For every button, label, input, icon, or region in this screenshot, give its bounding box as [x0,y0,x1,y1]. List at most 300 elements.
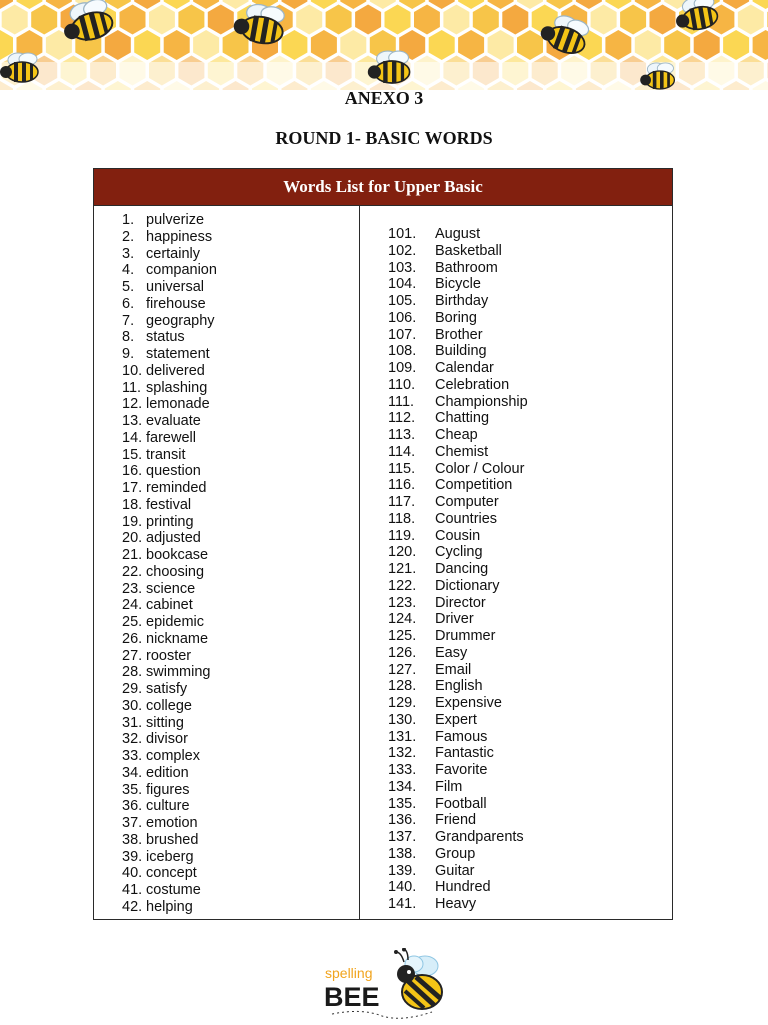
word-list-item [388,410,528,427]
honeycomb-cell [282,0,308,9]
word-list-item [388,477,528,494]
word-list-item [388,762,528,779]
word-number: 133. [388,762,417,778]
honeycomb-cell [502,5,528,35]
word-list-item [122,229,217,246]
word-number: 17. [122,480,143,496]
word-number: 106. [388,309,417,326]
word-list-item [122,514,217,531]
word-text: Dancing [435,561,489,577]
word-number: 139. [388,862,417,879]
word-number: 141. [388,896,417,912]
word-number: 107. [388,326,417,343]
word-text: transit [146,446,186,463]
honeycomb-cell [340,0,366,9]
word-number: 124. [388,611,417,628]
honeycomb-cell [473,5,499,35]
word-number: 41. [122,882,143,898]
word-text: Dictionary [435,577,500,594]
right-word-column [388,226,528,913]
word-number: 24. [122,597,143,614]
word-list-item [388,377,528,394]
word-text: festival [146,496,192,513]
word-list-item [122,698,217,715]
round-title: ROUND 1- BASIC WORDS [275,128,493,148]
word-number: 113. [388,427,416,443]
word-text: Easy [435,644,468,661]
word-text: swimming [146,664,211,681]
honeycomb-cell [664,30,690,60]
word-list-item [388,427,528,444]
word-number: 12. [122,396,143,413]
word-text: rooster [146,647,192,664]
word-text: Computer [435,494,499,510]
word-text: Building [435,343,487,360]
word-number: 6. [122,295,135,312]
word-number: 9. [122,346,135,362]
word-list-item [388,712,528,729]
word-list-item [388,879,528,896]
word-number: 33. [122,748,143,764]
word-number: 13. [122,413,143,429]
honeycomb-cell [105,0,131,9]
word-text: bookcase [146,547,209,563]
word-text: brushed [146,831,199,848]
word-number: 136. [388,812,417,829]
word-list-item [388,494,528,511]
word-text: Fantastic [435,745,494,762]
word-list-item [388,544,528,561]
honeycomb-cell [635,0,661,9]
word-list-item [388,578,528,595]
honeycomb-cell [296,5,322,35]
honeycomb-cell [120,5,146,35]
word-number: 115. [388,460,416,477]
word-list-item [122,832,217,849]
word-text: divisor [146,731,188,748]
word-text: Calendar [435,360,494,376]
word-text: Brother [435,326,483,343]
word-number: 18. [122,496,143,513]
word-list-item [122,564,217,581]
honeycomb-cell [340,30,366,60]
word-number: 114. [388,443,416,460]
word-number: 21. [122,547,143,563]
honeycomb-cell [488,0,514,9]
word-list-item [122,497,217,514]
word-text: farewell [146,429,196,446]
word-list-item [388,511,528,528]
honeycomb-cell [605,0,631,9]
word-number: 125. [388,628,417,644]
word-list-item [122,346,217,363]
word-text: Email [435,661,472,678]
word-text: cabinet [146,597,193,614]
honeycomb-cell [282,30,308,60]
honeycomb-cell [105,30,131,60]
word-text: culture [146,798,190,815]
word-list-item [122,430,217,447]
word-list-item [388,343,528,360]
word-list-item [388,595,528,612]
word-list-item [122,631,217,648]
word-number: 131. [388,728,417,745]
word-text: choosing [146,563,205,580]
honeycomb-cell [429,0,455,9]
word-list-item [388,276,528,293]
word-number: 42. [122,898,143,915]
word-number: 134. [388,778,417,795]
honeycomb-cell [650,5,676,35]
honeycomb-cell [311,30,337,60]
word-text: Competition [435,477,513,494]
honeycomb-cell [31,5,57,35]
word-list-item [388,896,528,913]
word-list-item [122,396,217,413]
word-text: Famous [435,728,488,745]
word-list-item [388,528,528,545]
honeycomb-cell [311,0,337,9]
word-text: emotion [146,815,198,831]
word-number: 102. [388,242,417,259]
word-number: 5. [122,279,135,295]
word-text: nickname [146,630,209,647]
honeycomb-cell [605,30,631,60]
word-list-item [122,882,217,899]
honeycomb-cell [223,0,249,9]
word-text: Guitar [435,862,475,879]
word-text: Countries [435,510,498,527]
word-list-item [122,279,217,296]
honeycomb-cell [547,0,573,9]
word-text: Championship [435,393,528,410]
word-number: 11. [122,379,142,396]
word-number: 27. [122,647,143,664]
word-list-item [122,212,217,229]
word-list-item [388,394,528,411]
word-list-item [388,812,528,829]
word-number: 38. [122,831,143,848]
word-text: epidemic [146,614,205,630]
word-list-item [122,748,217,765]
word-number: 119. [388,527,416,544]
word-text: Color / Colour [435,460,525,477]
word-number: 31. [122,714,143,731]
word-list-item [122,681,217,698]
word-list-item [388,863,528,880]
word-list-item [388,360,528,377]
word-number: 120. [388,544,417,561]
honeycomb-cell [694,30,720,60]
word-text: lemonade [146,396,210,413]
honeycomb-cell [723,0,749,9]
honeycomb-cell [635,30,661,60]
honeycomb-cell [208,5,234,35]
word-list-item [122,765,217,782]
word-text: Favorite [435,762,488,778]
word-number: 103. [388,259,417,276]
word-list-item [388,310,528,327]
word-text: happiness [146,228,213,245]
word-number: 10. [122,362,143,379]
word-list-item [388,745,528,762]
honeycomb-cell [414,5,440,35]
word-number: 16. [122,463,143,480]
word-text: pulverize [146,212,205,228]
honeycomb-cell [193,30,219,60]
honeycomb-cell [591,5,617,35]
honeycomb-cell [576,0,602,9]
honeycomb-cell [488,30,514,60]
spelling-bee-logo [322,948,446,1020]
honeycomb-cell [385,5,411,35]
word-list-item [122,547,217,564]
honeycomb-cell [17,0,43,9]
word-list-item [122,480,217,497]
word-text: question [146,463,201,480]
word-number: 23. [122,580,143,597]
word-list-item [388,628,528,645]
word-list-item [122,815,217,832]
honeycomb-cell [164,30,190,60]
word-text: Drummer [435,628,496,644]
word-list-item [388,226,528,243]
word-number: 129. [388,695,417,711]
word-text: Cousin [435,527,481,544]
word-text: Expensive [435,695,502,711]
word-text: English [435,678,483,695]
word-list-item [122,246,217,263]
word-number: 121. [388,561,417,577]
word-list-item [122,262,217,279]
word-list-item [388,678,528,695]
annex-title: ANEXO 3 [344,88,424,108]
word-list-item [122,849,217,866]
word-text: delivered [146,362,205,379]
word-number: 105. [388,293,417,309]
word-list-item [122,296,217,313]
word-list-item [122,782,217,799]
word-text: Bicycle [435,276,481,293]
word-list-item [388,662,528,679]
word-number: 35. [122,781,143,798]
word-text: figures [146,781,190,798]
word-number: 135. [388,795,417,812]
word-list-item [122,899,217,916]
word-text: Boring [435,309,477,326]
word-text: edition [146,764,189,781]
word-list-item [388,729,528,746]
word-text: geography [146,312,215,329]
word-number: 140. [388,879,417,896]
word-text: Cheap [435,427,478,443]
honeycomb-cell [723,30,749,60]
word-list-table [93,168,673,920]
word-text: Group [435,845,476,862]
word-number: 104. [388,276,417,293]
word-number: 26. [122,630,143,647]
word-text: Heavy [435,896,477,912]
word-list-item [388,846,528,863]
word-number: 14. [122,429,143,446]
word-text: sitting [146,714,184,731]
word-number: 36. [122,798,143,815]
word-text: firehouse [146,295,206,312]
honeycomb-cell [134,0,160,9]
word-list-item [122,715,217,732]
word-text: companion [146,262,217,279]
word-list-item [388,327,528,344]
word-list-item [122,363,217,380]
word-number: 128. [388,678,417,695]
word-number: 109. [388,360,417,376]
honeycomb-cell [134,30,160,60]
word-list-item [388,260,528,277]
word-number: 118. [388,510,416,527]
word-text: Hundred [435,879,491,896]
word-text: Grandparents [435,829,524,845]
word-text: college [146,697,192,714]
word-list-item [122,648,217,665]
word-text: Basketball [435,242,502,259]
word-list-item [122,597,217,614]
word-number: 111. [388,393,415,410]
word-text: status [146,329,185,346]
honeycomb-cell [429,30,455,60]
bee-illustration [368,51,410,83]
honeycomb-cell [738,5,764,35]
honeycomb-cell [164,0,190,9]
word-list-item [388,645,528,662]
word-text: Football [435,795,487,812]
word-text: Driver [435,611,474,628]
word-text: iceberg [146,848,194,865]
word-list-item [122,447,217,464]
word-text: August [435,226,481,242]
honeycomb-banner [0,0,768,90]
word-number: 108. [388,343,417,360]
bee-illustration [0,53,38,82]
word-text: Chatting [435,410,490,427]
word-number: 137. [388,829,417,845]
word-list-item [122,798,217,815]
word-number: 127. [388,661,417,678]
word-number: 126. [388,644,417,661]
table-title: Words List for Upper Basic [94,169,672,206]
honeycomb-cell [149,5,175,35]
honeycomb-cell [326,5,352,35]
word-number: 37. [122,815,143,831]
word-text: Expert [435,711,477,728]
word-number: 138. [388,845,417,862]
word-text: Chemist [435,443,489,460]
word-number: 22. [122,563,143,580]
word-number: 8. [122,329,135,346]
word-list-item [388,829,528,846]
word-text: Director [435,594,486,611]
word-list-item [388,796,528,813]
honeycomb-cell [517,30,543,60]
honeycomb-cell [193,0,219,9]
word-list-item [122,380,217,397]
word-number: 132. [388,745,417,762]
word-text: evaluate [146,413,201,429]
word-number: 40. [122,865,143,882]
honeycomb-cell [458,0,484,9]
word-number: 110. [388,376,416,393]
word-number: 28. [122,664,143,681]
word-text: certainly [146,245,200,262]
word-list-item [122,313,217,330]
word-number: 123. [388,594,417,611]
honeycomb-cell [370,0,396,9]
honeycomb-cell [443,5,469,35]
word-list-item [388,779,528,796]
word-text: reminded [146,480,207,496]
word-text: splashing [146,379,208,396]
left-word-column [122,212,217,916]
honeycomb-cell [178,5,204,35]
word-number: 117. [388,494,416,510]
word-text: satisfy [146,681,188,697]
honeycomb-cell [753,30,768,60]
word-number: 15. [122,446,143,463]
word-text: concept [146,865,197,882]
word-text: helping [146,898,193,915]
word-list-item [388,293,528,310]
word-number: 29. [122,681,143,697]
logo-text-bee: BEE [324,982,380,1012]
column-divider [359,205,360,919]
honeycomb-cell [2,5,28,35]
word-number: 3. [122,245,135,262]
word-number: 7. [122,312,135,329]
word-text: science [146,580,196,597]
word-number: 20. [122,530,143,547]
word-text: Celebration [435,376,510,393]
word-list-item [122,530,217,547]
word-number: 122. [388,577,417,594]
word-number: 1. [122,212,135,228]
word-text: Friend [435,812,477,829]
word-number: 116. [388,477,416,494]
honeycomb-cell [399,0,425,9]
word-number: 101. [388,226,417,242]
word-text: Cycling [435,544,483,561]
word-list-item [122,413,217,430]
honeycomb-cell [458,30,484,60]
word-number: 130. [388,711,417,728]
word-number: 4. [122,262,135,279]
word-list-item [122,329,217,346]
word-text: statement [146,346,210,362]
honeycomb-cell [517,0,543,9]
word-text: printing [146,513,194,530]
word-list-item [122,731,217,748]
word-list-item [388,461,528,478]
word-text: Film [435,778,463,795]
word-list-item [388,611,528,628]
honeycomb-cell [46,0,72,9]
word-list-item [388,444,528,461]
word-number: 25. [122,614,143,630]
logo-text-spelling: spelling [325,965,373,981]
word-list-item [122,614,217,631]
word-list-item [122,581,217,598]
word-number: 112. [388,410,416,427]
word-number: 19. [122,513,143,530]
word-text: Birthday [435,293,489,309]
